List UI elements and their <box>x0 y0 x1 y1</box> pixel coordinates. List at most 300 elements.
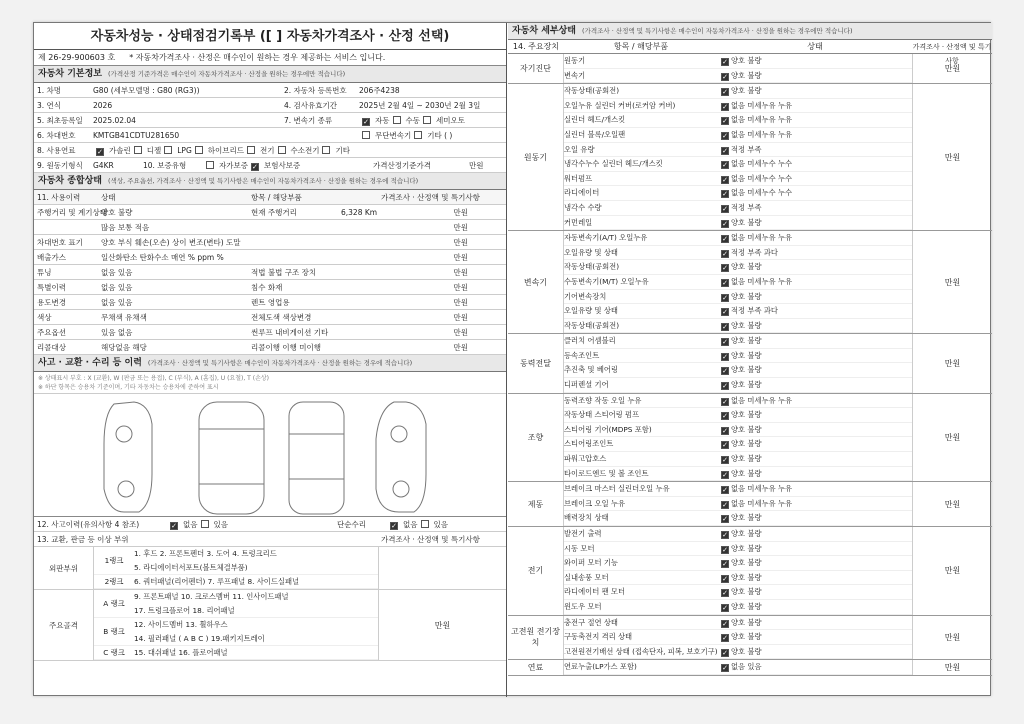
overall-row-value: 6,328 Km <box>341 208 378 217</box>
detail-row <box>564 201 912 216</box>
detail-checkbox[interactable]: ✓ <box>722 146 728 155</box>
detail-group-price: 만원 <box>912 482 992 526</box>
engine-value: G4KR <box>93 161 114 170</box>
fuel-label: 8. 사용연료 <box>37 146 76 155</box>
basic-row-2 <box>34 98 506 113</box>
detail-group-label: 변속기 <box>508 231 564 333</box>
detail-row-state: ✓ 양호 불량 <box>722 543 762 554</box>
overall-row-detail: 썬루프 내비게이션 기타 <box>251 328 329 337</box>
car-front-rear-outline <box>199 402 264 514</box>
detail-row-item: 냉각수누수 실린더 헤드/개스킷 <box>564 159 663 169</box>
detail-checkbox[interactable]: ✓ <box>722 161 728 170</box>
detail-checkbox[interactable]: ✓ <box>722 426 728 435</box>
detail-checkbox[interactable]: ✓ <box>722 102 728 111</box>
detail-row-state: ✓ 양호 불량 <box>722 424 762 435</box>
detail-row-item: 브레이크 마스터 실린더오일 누유 <box>564 484 670 494</box>
checkbox-trans-other[interactable] <box>414 131 422 139</box>
detail-row-state: ✓ 없음 미세누유 누유 <box>722 484 793 495</box>
first-reg-label: 5. 최초등록일 <box>37 116 83 125</box>
detail-group-label: 조향 <box>508 394 564 482</box>
checkbox-cvt[interactable] <box>362 131 370 139</box>
accident-history-row: 12. 사고이력(유의사항 4 참조) ✓ 없음 있음 단순수리 ✓ 없음 있음 <box>34 517 506 532</box>
checkbox-lpg[interactable] <box>164 146 172 154</box>
detail-row <box>564 334 912 349</box>
detail-row <box>564 84 912 99</box>
overall-title: 자동차 종합상태 <box>38 176 102 186</box>
checkbox-fuel-other[interactable] <box>322 146 330 154</box>
detail-row-item: 윈도우 모터 <box>564 601 602 611</box>
outer-panel-label: 외판부위 <box>34 547 94 589</box>
overall-row-detail: 전체도색 색상변경 <box>251 313 312 322</box>
detail-group-price: 만원 <box>912 616 992 660</box>
detail-row-state: ✓ 없음 미세누유 누유 <box>722 395 793 406</box>
detail-row <box>564 497 912 512</box>
detail-row-state: ✓ 적정 부족 <box>722 144 762 155</box>
overall-row-price: 만원 <box>453 313 468 322</box>
detail-row <box>564 408 912 423</box>
trans-options: ✓ 자동 수동 세미오토 <box>363 116 465 126</box>
rankA-items: 9. 프론트패널 10. 크로스멤버 11. 인사이드패널 <box>134 592 289 601</box>
vin-label: 6. 차대번호 <box>37 131 76 140</box>
detail-row <box>564 630 912 645</box>
car-body-diagram <box>34 394 506 517</box>
detail-group-label: 제동 <box>508 482 564 526</box>
checkbox-hydrogen[interactable] <box>278 146 286 154</box>
detail-group-label: 전기 <box>508 527 564 615</box>
detail-checkbox[interactable]: ✓ <box>722 412 728 421</box>
detail-row-item: 작동상태(공회전) <box>564 262 620 272</box>
detail-title: 자동차 세부상태 <box>512 26 576 36</box>
frame-price: 만원 <box>378 590 506 660</box>
detail-row-item: 변속기 <box>564 70 586 80</box>
detail-row <box>564 216 912 231</box>
detail-row <box>564 260 912 275</box>
detail-group <box>508 482 992 527</box>
detail-row-item: 타이로드엔드 및 볼 조인트 <box>564 468 649 478</box>
overall-row-detail: 렌트 영업용 <box>251 298 290 307</box>
detail-row <box>564 452 912 467</box>
detail-row-state: ✓ 양호 불량 <box>722 468 762 479</box>
detail-row-item: 발전기 출력 <box>564 529 602 538</box>
detail-header <box>508 23 992 40</box>
detail-row <box>564 571 912 586</box>
price-base-unit: 만원 <box>469 161 484 170</box>
detail-row-item: 고전원전기배선 상태 (접속단자, 피복, 보호기구) <box>564 646 718 656</box>
detail-row-item: 연료누출(LP가스 포함) <box>564 662 637 672</box>
detail-row-state: ✓ 없음 미세누유 누유 <box>722 498 793 509</box>
detail-row-state: ✓ 적정 부족 과다 <box>722 247 778 258</box>
detail-row-item: 시동 모터 <box>564 543 595 553</box>
detail-checkbox[interactable]: ✓ <box>722 531 728 539</box>
detail-group-label: 원동기 <box>508 84 564 230</box>
basic-row-3 <box>34 113 506 128</box>
detail-row-item: 라디에이터 팬 모터 <box>564 587 626 597</box>
basic-row-5 <box>34 143 506 158</box>
overall-rows <box>34 205 506 355</box>
col-item: 항목 / 해당부품 <box>251 193 302 202</box>
detail-row-item: 스티어링 기어(MDPS 포함) <box>564 424 652 434</box>
valid-label: 4. 검사유효기간 <box>284 101 338 110</box>
rank2-items: 6. 쿼터패널(리어펜더) 7. 루프패널 8. 사이드실패널 <box>134 577 300 586</box>
overall-row-name: 특별이력 <box>37 283 66 292</box>
detail-row <box>564 231 912 246</box>
year-label: 3. 연식 <box>37 101 62 110</box>
detail-row-state: ✓ 없음 미세누유 누유 <box>722 276 793 287</box>
detail-row-state: ✓ 없음 있음 <box>722 662 762 673</box>
detail-checkbox[interactable]: ✓ <box>722 500 728 509</box>
detail-row-item: 워터펌프 <box>564 173 593 183</box>
trans-label: 7. 변속기 종류 <box>284 116 333 125</box>
overall-row-name: 리콜대상 <box>37 343 66 352</box>
checkbox-accident[interactable] <box>201 520 209 528</box>
accident-history-label: 12. 사고이력(유의사항 4 참조) <box>37 520 140 529</box>
detail-checkbox[interactable]: ✓ <box>722 589 728 598</box>
outer-panel-group <box>34 547 506 590</box>
col-state: 상태 <box>101 193 116 202</box>
detail-checkbox[interactable]: ✓ <box>722 338 728 347</box>
rank1-items-2: 5. 라디에이터서포트(볼트체결부품) <box>134 563 248 572</box>
overall-row <box>34 220 506 235</box>
detail-row <box>564 423 912 438</box>
detail-row-item: 등속조인트 <box>564 350 600 360</box>
vin-value: KMTGB41CDTU281650 <box>93 131 180 140</box>
detail-checkbox[interactable]: ✓ <box>722 470 728 479</box>
detail-row <box>564 246 912 261</box>
rankC-items: 15. 대쉬패널 16. 플로어패널 <box>134 648 228 657</box>
overall-row-price: 만원 <box>453 238 468 247</box>
detail-row-state: ✓ 양호 불량 <box>722 410 762 421</box>
checkbox-no-simple-repair[interactable]: ✓ <box>391 522 397 530</box>
detail-row <box>564 69 912 84</box>
accident-legend <box>34 372 506 394</box>
car-frame-outline <box>289 402 344 514</box>
overall-note: (색상, 주요옵션, 가격조사 · 산정액 및 특기사항은 매수인이 자동차가격조사 · 산정을 원하는 경우에 적습니다) <box>108 177 419 185</box>
right-column <box>508 23 992 697</box>
frame-label: 주요골격 <box>34 590 94 660</box>
detail-row-item: 오일 유량 <box>564 144 595 154</box>
wheel-icon-4 <box>393 481 409 497</box>
detail-row-state: ✓ 양호 불량 <box>722 86 762 97</box>
detail-checkbox[interactable]: ✓ <box>722 72 728 81</box>
accident-title: 사고 · 교환 · 수리 등 이력 <box>38 358 142 368</box>
overall-row-price: 만원 <box>453 253 468 262</box>
detail-group <box>508 394 992 483</box>
rankA-items-2: 17. 트렁크플로어 18. 리어패널 <box>134 606 235 615</box>
detail-row <box>564 556 912 571</box>
detail-group-label: 동력전달 <box>508 334 564 392</box>
detail-row <box>564 467 912 482</box>
wheel-icon-2 <box>118 481 134 497</box>
overall-row-state: 양호 부식 훼손(오손) 상이 변조(변타) 도말 <box>101 238 241 247</box>
detail-row-state: ✓ 없음 미세누수 누수 <box>722 188 793 199</box>
detail-row-state: ✓ 양호 불량 <box>722 70 762 81</box>
detail-row <box>564 542 912 557</box>
detail-row-state: ✓ 양호 불량 <box>722 558 762 569</box>
detail-checkbox[interactable]: ✓ <box>722 664 728 673</box>
detail-checkbox[interactable]: ✓ <box>722 322 728 331</box>
car-name-value: G80 (세부모델명 : G80 (RG3)) <box>93 86 200 95</box>
detail-checkbox[interactable]: ✓ <box>722 545 728 554</box>
checkbox-hybrid[interactable] <box>195 146 203 154</box>
overall-row-value <box>338 250 428 264</box>
detail-group-price: 만원 <box>912 231 992 333</box>
detail-checkbox[interactable]: ✓ <box>722 486 728 495</box>
detail-checkbox[interactable]: ✓ <box>722 264 728 273</box>
detail-row-state: ✓ 양호 불량 <box>722 380 762 391</box>
rank2-label: 2랭크 <box>104 577 124 586</box>
checkbox-no-accident[interactable]: ✓ <box>171 522 177 530</box>
checkbox-manual[interactable] <box>393 116 401 124</box>
detail-row <box>564 660 912 675</box>
detail-row-item: 파워고압호스 <box>564 454 607 464</box>
detail-checkbox[interactable]: ✓ <box>722 456 728 465</box>
detail-row-state: ✓ 양호 불량 <box>722 587 762 598</box>
accident-note: (가격조사 · 산정액 및 특기사항은 매수인이 자동차가격조사 · 산정을 원하는 경우에 적습니다) <box>147 359 413 367</box>
overall-row-price: 만원 <box>453 223 468 232</box>
overall-row-price: 만원 <box>453 208 468 217</box>
rankB-label: B 랭크 <box>103 626 125 636</box>
detail-col-state: 상태 <box>807 42 823 51</box>
overall-row <box>34 280 506 295</box>
wheel-icon-1 <box>116 426 132 442</box>
overall-row-state: 있음 없음 <box>101 328 133 337</box>
detail-row <box>564 616 912 631</box>
overall-row-state: 일산화탄소 탄화수소 매연 % ppm % <box>101 253 224 262</box>
detail-checkbox[interactable]: ✓ <box>722 603 728 612</box>
detail-row-item: 기어변속장치 <box>564 291 607 301</box>
detail-row-state: ✓ 없음 미세누유 누유 <box>722 115 793 126</box>
overall-row-price: 만원 <box>453 343 468 352</box>
detail-group <box>508 84 992 231</box>
detail-group <box>508 616 992 661</box>
overall-row-state: 없음 있음 <box>101 298 133 307</box>
detail-row-state: ✓ 없음 미세누수 누수 <box>722 173 793 184</box>
basic-row-1 <box>34 83 506 98</box>
detail-checkbox[interactable]: ✓ <box>722 219 728 228</box>
car-left-side-outline <box>104 402 152 512</box>
detail-row-item: 오일유량 및 상태 <box>564 247 618 257</box>
document-title: 자동차성능 · 상태점검기록부 ([ ] 자동차가격조사 · 산정 선택) <box>34 23 506 50</box>
detail-group-price: 만원 <box>912 84 992 230</box>
car-right-side-outline <box>376 402 426 512</box>
overall-row-value <box>338 340 428 354</box>
detail-row <box>564 363 912 378</box>
detail-row <box>564 99 912 114</box>
detail-group <box>508 231 992 334</box>
overall-row <box>34 235 506 250</box>
detail-row-state: ✓ 양호 불량 <box>722 601 762 612</box>
rank1-label: 1랭크 <box>104 555 124 565</box>
checkbox-gasoline[interactable]: ✓ <box>97 148 103 156</box>
detail-group <box>508 660 992 676</box>
overall-row-name: 주행거리 및 계기상태 <box>37 208 107 217</box>
detail-row <box>564 304 912 319</box>
detail-row-state: ✓ 양호 불량 <box>722 262 762 273</box>
detail-row-state: ✓ 양호 불량 <box>722 646 762 657</box>
checkbox-simple-repair[interactable] <box>421 520 429 528</box>
detail-row <box>564 600 912 615</box>
detail-row <box>564 482 912 497</box>
checkbox-auto[interactable]: ✓ <box>363 118 369 126</box>
basic-info-note: (가격산정 기준가격은 매수인이 자동차가격조사 · 산정을 원하는 경우에만 적습니다) <box>108 70 346 78</box>
detail-group <box>508 54 992 84</box>
detail-row <box>564 511 912 526</box>
detail-row-item: 클러치 어셈블리 <box>564 336 616 346</box>
checkbox-insurance-warranty[interactable]: ✓ <box>252 163 258 171</box>
overall-row <box>34 295 506 310</box>
detail-row <box>564 186 912 201</box>
detail-checkbox[interactable]: ✓ <box>722 131 728 140</box>
detail-checkbox[interactable]: ✓ <box>722 397 728 406</box>
detail-group-label: 연료 <box>508 660 564 675</box>
detail-row-state: ✓ 없음 미세누유 누유 <box>722 129 793 140</box>
detail-row-item: 자동변속기(A/T) 오일누유 <box>564 233 648 243</box>
wheel-icon-3 <box>391 426 407 442</box>
rankB-items-2: 14. 필러패널 ( A B C ) 19.패키지트레이 <box>134 634 265 643</box>
checkbox-semi[interactable] <box>423 116 431 124</box>
detail-note: (가격조사 · 산정액 및 특기사항은 매수인이 자동차가격조사 · 산정을 원하는 경우에만 적습니다) <box>582 27 853 35</box>
checkbox-diesel[interactable] <box>134 146 142 154</box>
overall-row-value <box>338 220 428 234</box>
detail-row <box>564 172 912 187</box>
detail-checkbox[interactable]: ✓ <box>722 441 728 450</box>
detail-row-item: 오일누유 실린더 커버(로커암 커버) <box>564 100 676 110</box>
detail-row <box>564 527 912 542</box>
detail-checkbox[interactable]: ✓ <box>722 278 728 287</box>
detail-checkbox[interactable]: ✓ <box>722 382 728 391</box>
detail-row-item: 스티어링조인트 <box>564 439 614 449</box>
frame-group <box>34 590 506 661</box>
rank1-items: 1. 후드 2. 프론트펜더 3. 도어 4. 트렁크리드 <box>134 549 277 558</box>
detail-row <box>564 143 912 158</box>
detail-checkbox[interactable]: ✓ <box>722 648 728 657</box>
checkbox-ev[interactable] <box>247 146 255 154</box>
detail-group-price: 만원 <box>912 394 992 482</box>
detail-checkbox[interactable]: ✓ <box>722 204 728 213</box>
detail-group-price: 만원 <box>912 660 992 675</box>
overall-row-value <box>338 310 428 324</box>
detail-row-state: ✓ 없음 미세누유 누유 <box>722 100 793 111</box>
detail-group-price: 만원 <box>912 54 992 83</box>
detail-row-state: ✓ 양호 불량 <box>722 513 762 524</box>
detail-row-state: ✓ 양호 불량 <box>722 217 762 228</box>
overall-row <box>34 340 506 355</box>
detail-row <box>564 157 912 172</box>
detail-group-price: 만원 <box>912 334 992 392</box>
detail-checkbox[interactable]: ✓ <box>722 308 728 317</box>
detail-row-item: 실내송풍 모터 <box>564 572 609 582</box>
detail-checkbox[interactable]: ✓ <box>722 293 728 302</box>
overall-row-price: 만원 <box>453 298 468 307</box>
overall-header <box>34 173 506 190</box>
valid-value: 2025년 2월 4일 ~ 2030년 2월 3일 <box>359 101 481 110</box>
detail-row-item: 와이퍼 모터 기능 <box>564 558 618 568</box>
overall-row <box>34 250 506 265</box>
overall-row-detail <box>248 235 338 249</box>
car-diagram-svg <box>34 394 507 517</box>
detail-checkbox[interactable]: ✓ <box>722 352 728 361</box>
detail-row-state: ✓ 없음 미세누수 누수 <box>722 159 793 170</box>
parts-header-row <box>34 532 506 547</box>
engine-label: 9. 원동기형식 <box>37 161 83 170</box>
warranty-label: 10. 보증유형 <box>143 161 187 170</box>
detail-col-item: 항목 / 해당부품 <box>613 42 669 51</box>
legend-line-2: ※ 하단 항목은 승용차 기준이며, 기타 자동차는 승용차에 준하여 표시 <box>38 384 219 391</box>
first-reg-value: 2025.02.04 <box>93 116 136 125</box>
detail-checkbox[interactable]: ✓ <box>722 560 728 569</box>
basic-info-header <box>34 66 506 83</box>
detail-checkbox[interactable]: ✓ <box>722 634 728 643</box>
overall-row <box>34 205 506 220</box>
warranty-options: 자가보증 ✓ 보험사보증 <box>200 158 370 172</box>
overall-row-price: 만원 <box>453 283 468 292</box>
overall-row-value <box>338 280 428 294</box>
detail-row-item: 작동상태(공회전) <box>564 86 620 96</box>
detail-row-item: 원동기 <box>564 56 586 65</box>
overall-row-value <box>338 265 428 279</box>
overall-row-name: 용도변경 <box>37 298 66 307</box>
detail-group <box>508 334 992 393</box>
reg-no-value: 206주4238 <box>359 86 400 95</box>
detail-checkbox[interactable]: ✓ <box>722 190 728 199</box>
detail-row-item: 구동축전지 격리 상태 <box>564 632 633 642</box>
detail-checkbox[interactable]: ✓ <box>722 88 728 97</box>
overall-row-name: 배출가스 <box>37 253 66 262</box>
detail-row-state: ✓ 양호 불량 <box>722 320 762 331</box>
detail-row-state: ✓ 양호 불량 <box>722 572 762 583</box>
overall-row-state: 해당없음 해당 <box>101 343 147 352</box>
detail-row-state: ✓ 양호 불량 <box>722 439 762 450</box>
detail-row-state: ✓ 양호 불량 <box>722 617 762 628</box>
detail-row-item: 실린더 헤드/개스킷 <box>564 115 626 125</box>
overall-col-header <box>34 190 506 205</box>
detail-row-state: ✓ 양호 불량 <box>722 365 762 376</box>
detail-row-item: 수동변속기(M/T) 오일누유 <box>564 276 649 286</box>
detail-groups <box>508 54 992 676</box>
detail-row <box>564 645 912 660</box>
rankC-label: C 랭크 <box>103 648 125 657</box>
overall-row-name <box>34 220 98 234</box>
detail-row-item: 실린더 블록/오일팬 <box>564 129 626 139</box>
document-number-row <box>34 50 506 66</box>
detail-checkbox[interactable]: ✓ <box>722 117 728 126</box>
detail-checkbox[interactable]: ✓ <box>722 367 728 376</box>
detail-col-device: 14. 주요장치 <box>512 42 560 51</box>
detail-row-item: 동력조향 작동 오일 누유 <box>564 395 642 405</box>
detail-checkbox[interactable]: ✓ <box>722 619 728 628</box>
overall-row-detail: 적법 불법 구조 장치 <box>251 268 317 277</box>
detail-checkbox[interactable]: ✓ <box>722 175 728 184</box>
detail-checkbox[interactable]: ✓ <box>722 235 728 244</box>
detail-checkbox[interactable]: ✓ <box>722 58 728 66</box>
detail-checkbox[interactable]: ✓ <box>722 249 728 258</box>
detail-row <box>564 585 912 600</box>
overall-row-name: 색상 <box>37 313 52 322</box>
rankB-items: 12. 사이드멤버 13. 휠하우스 <box>134 620 228 629</box>
rankA-label: A 랭크 <box>103 598 125 608</box>
detail-checkbox[interactable]: ✓ <box>722 574 728 583</box>
detail-group <box>508 527 992 616</box>
detail-row-state: ✓ 양호 불량 <box>722 529 762 539</box>
detail-row <box>564 128 912 143</box>
fuel-options: ✓ 가솔린 디젤 LPG 하이브리드 전기 수소전기 기타 <box>97 146 350 156</box>
detail-checkbox[interactable]: ✓ <box>722 515 728 524</box>
overall-row <box>34 310 506 325</box>
col-price: 가격조사 · 산정액 및 특기사항 <box>381 193 480 202</box>
detail-row-item: 냉각수 수량 <box>564 202 602 212</box>
detail-row-state: ✓ 양호 불량 <box>722 454 762 465</box>
checkbox-self-warranty[interactable] <box>206 161 214 169</box>
